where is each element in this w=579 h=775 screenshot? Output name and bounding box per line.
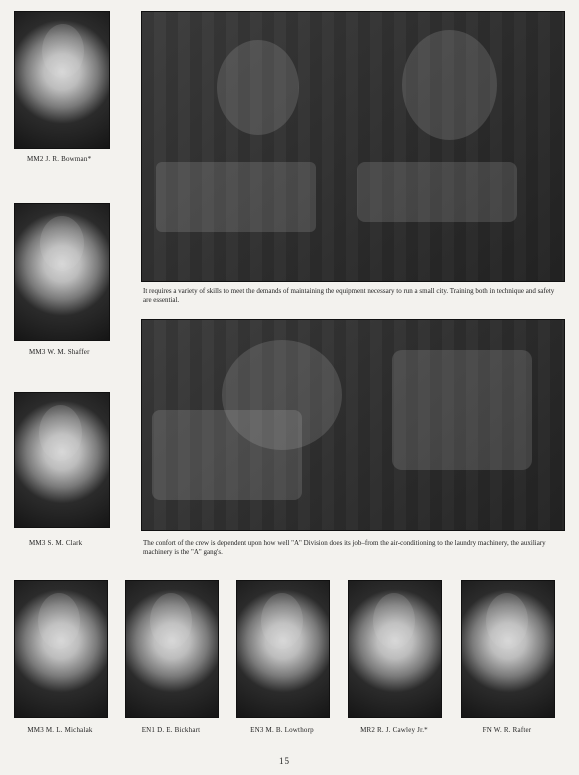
top-photo-caption: It requires a variety of skills to meet the demands of maintaining the equipment necessary to run a small city. Training both in technique and safety are essential. bbox=[143, 287, 555, 304]
page-number: 15 bbox=[279, 756, 290, 766]
portrait-caption-michalak: MM3 M. L. Michalak bbox=[27, 726, 93, 734]
portrait-caption-bickhart: EN1 D. E. Bickhart bbox=[141, 726, 201, 734]
middle-machinery-photo bbox=[141, 319, 565, 531]
portrait-photo-clark bbox=[14, 392, 110, 528]
portrait-caption-clark: MM3 S. M. Clark bbox=[29, 539, 83, 547]
top-shop-photo bbox=[141, 11, 565, 282]
portrait-caption-shaffer: MM3 W. M. Shaffer bbox=[29, 348, 90, 356]
portrait-photo-rafter bbox=[461, 580, 555, 718]
portrait-caption-lowthorp: EN3 M. B. Lowthorp bbox=[250, 726, 314, 734]
portrait-photo-lowthorp bbox=[236, 580, 330, 718]
portrait-photo-bickhart bbox=[125, 580, 219, 718]
portrait-photo-shaffer bbox=[14, 203, 110, 341]
portrait-photo-michalak bbox=[14, 580, 108, 718]
portrait-photo-cawley bbox=[348, 580, 442, 718]
middle-photo-caption: The confort of the crew is dependent upon how well "A" Division does its job–from the air-conditioning to the laundry machinery, the auxiliary machinery is the "A" gang's. bbox=[143, 539, 546, 556]
portrait-caption-bowman: MM2 J. R. Bowman* bbox=[27, 155, 92, 163]
portrait-caption-cawley: MR2 R. J. Cawley Jr.* bbox=[360, 726, 428, 734]
portrait-caption-rafter: FN W. R. Rafter bbox=[482, 726, 532, 734]
portrait-photo-bowman bbox=[14, 11, 110, 149]
